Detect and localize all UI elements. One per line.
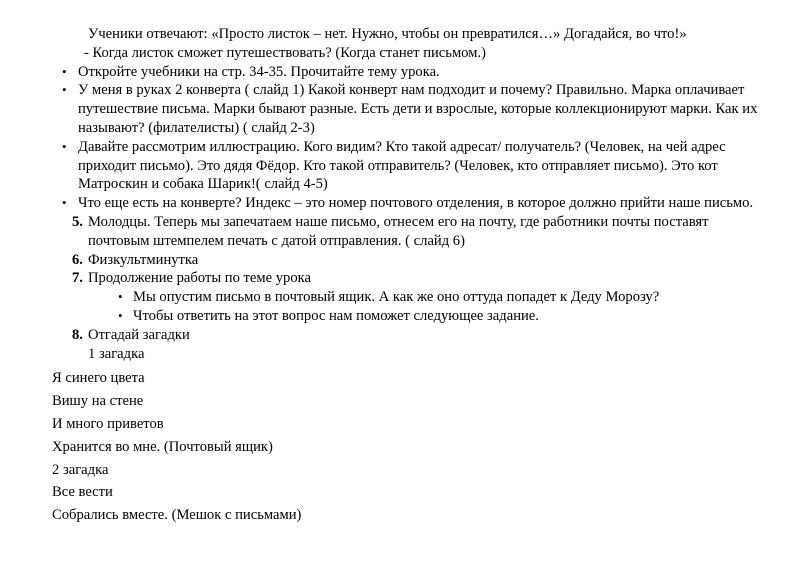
bullet-item — [56, 194, 772, 213]
bullet-item-text: Откройте учебники на стр. 34-35. Прочитайте тему урока. — [78, 63, 440, 80]
numbered-item-text: Физкультминутка — [88, 251, 199, 268]
bullet-item-text: У меня в руках 2 конверта ( слайд 1) Какой конверт нам подходит и почему? Правильно. Марка оплачивает путешествие письма. Марки бывают разные. Есть дети и взрослые, которые коллекционируют марки. Как их называют? (филателисты) ( слайд 2-3) — [78, 82, 758, 136]
numbered-item-text: Молодцы. Теперь мы запечатаем наше письмо, отнесем его на почту, где работники почты поставят почтовым штемпелем печать с датой отправления. ( слайд 6) — [88, 213, 709, 249]
bullet-item — [56, 138, 772, 194]
intro-line: Ученики отвечают: «Просто листок – нет. Нужно, чтобы он превратился…» Догадайся, во что!» — [88, 26, 687, 42]
intro-line: - Когда листок сможет путешествовать? (Когда станет письмом.) — [84, 44, 486, 61]
numbered-item-marker: 7. — [72, 270, 83, 287]
bullet-icon: • — [118, 307, 123, 323]
bullet-icon: • — [62, 82, 67, 98]
numbered-item-8 — [72, 326, 772, 345]
sub-bullet-item — [112, 307, 772, 326]
numbered-item-6 — [72, 251, 772, 270]
bullet-icon: • — [62, 195, 67, 211]
riddle-line: Я синего цвета — [52, 370, 145, 387]
numbered-item-text: Отгадай загадки — [88, 326, 190, 343]
sub-bullet-text: Мы опустим письмо в почтовый ящик. А как же оно оттуда попадет к Деду Морозу? — [133, 289, 660, 306]
bullet-item-text: Что еще есть на конверте? Индекс – это номер почтового отделения, в которое должно прийти наше письмо. — [78, 195, 754, 212]
sub-bullet-text: Чтобы ответить на этот вопрос нам поможет следующее задание. — [133, 307, 539, 324]
sub-bullet-item — [112, 288, 772, 307]
numbered-item-marker: 8. — [72, 326, 83, 343]
bullet-icon: • — [62, 63, 67, 79]
riddle-1-label: 1 загадка — [88, 345, 145, 362]
bullet-icon: • — [118, 289, 123, 305]
riddle-line: И много приветов — [52, 415, 164, 432]
numbered-item-5 — [72, 213, 772, 251]
riddle-line: Все вести — [52, 484, 113, 501]
riddle-line: Хранится во мне. (Почтовый ящик) — [52, 438, 273, 455]
bullet-icon: • — [62, 138, 67, 154]
numbered-item-marker: 5. — [72, 213, 83, 230]
riddle-2-label: 2 загадка — [52, 461, 109, 478]
numbered-item-text: Продолжение работы по теме урока — [88, 270, 311, 287]
bullet-item-text: Давайте рассмотрим иллюстрацию. Кого видим? Кто такой адресат/ получатель? (Человек, на чей адрес приходит письмо). Это дядя Фёдор. Кто такой отправитель? (Человек, кто отправляет письмо). Это кот Матроскин и собака Шарик!( слайд 4-5) — [78, 138, 726, 193]
riddle-line: Вишу на стене — [52, 393, 144, 410]
numbered-item-marker: 6. — [72, 251, 83, 268]
riddle-line: Собрались вместе. (Мешок с письмами) — [52, 507, 302, 524]
bullet-item — [56, 63, 772, 82]
bullet-item — [56, 81, 772, 137]
numbered-item-7 — [72, 269, 772, 288]
